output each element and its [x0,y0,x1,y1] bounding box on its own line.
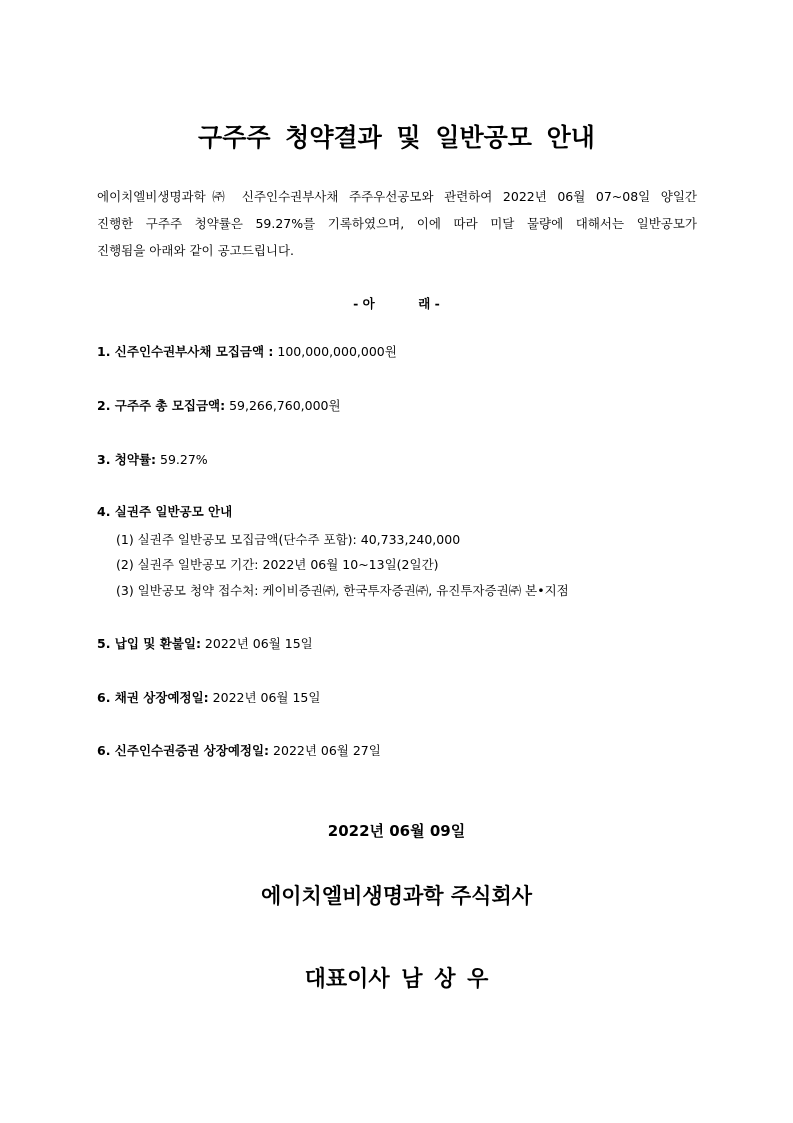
item-public-offering [97,502,232,520]
item-value: 59.27% [156,452,208,467]
document-title: 구주주 청약결과 및 일반공모 안내 [198,123,595,152]
item-label: 5. 납입 및 환불일: [97,636,201,651]
item-bond-listing-date [97,688,320,706]
item-warrant-listing-date [97,741,381,759]
item-label: 1. 신주인수권부사채 모집금액 : [97,344,274,359]
item-subscription-rate [97,450,208,468]
notice-date: 2022년 06월 09일 [327,822,466,840]
sub-item-offering-amount: (1) 실권주 일반공모 모집금액(단수주 포함): 40,733,240,000 [116,532,461,547]
item-value: 2022년 06월 15일 [200,636,313,651]
intro-line: 진행한 구주주 청약률은 59.27%를 기록하였으며, 이에 따라 미달 물량에 대해서는 일반공모가 [97,216,697,231]
ceo-signature: 대표이사 남 상 우 [304,967,489,992]
item-value: 2022년 06월 15일 [208,690,321,705]
section-divider-heading: - 아 래 - [353,296,440,311]
sub-item-offering-period: (2) 실권주 일반공모 기간: 2022년 06월 10~13일(2일간) [116,557,439,572]
item-value: 100,000,000,000원 [273,344,397,359]
item-label: 4. 실권주 일반공모 안내 [97,504,233,519]
item-bond-amount [97,342,397,360]
item-value: 2022년 06월 27일 [269,743,381,758]
intro-line: 에이치엘비생명과학㈜ 신주인수권부사채 주주우선공모와 관련하여 2022년 06월 07~08일 양일간 [97,189,697,204]
item-label: 6. 채권 상장예정일: [97,690,209,705]
sub-item-offering-venue: (3) 일반공모 청약 접수처: 케이비증권㈜, 한국투자증권㈜, 유진투자증권㈜ 본•지점 [116,583,569,598]
item-label: 6. 신주인수권증권 상장예정일: [97,743,270,758]
item-existing-shareholder-amount [97,396,341,414]
intro-paragraph [97,183,697,264]
item-label: 2. 구주주 총 모집금액: [97,398,226,413]
item-payment-date [97,634,313,652]
company-name: 에이치엘비생명과학 주식회사 [260,884,533,908]
item-label: 3. 청약률: [97,452,157,467]
intro-line: 진행됨을 아래와 같이 공고드립니다. [97,243,295,258]
item-value: 59,266,760,000원 [225,398,341,413]
